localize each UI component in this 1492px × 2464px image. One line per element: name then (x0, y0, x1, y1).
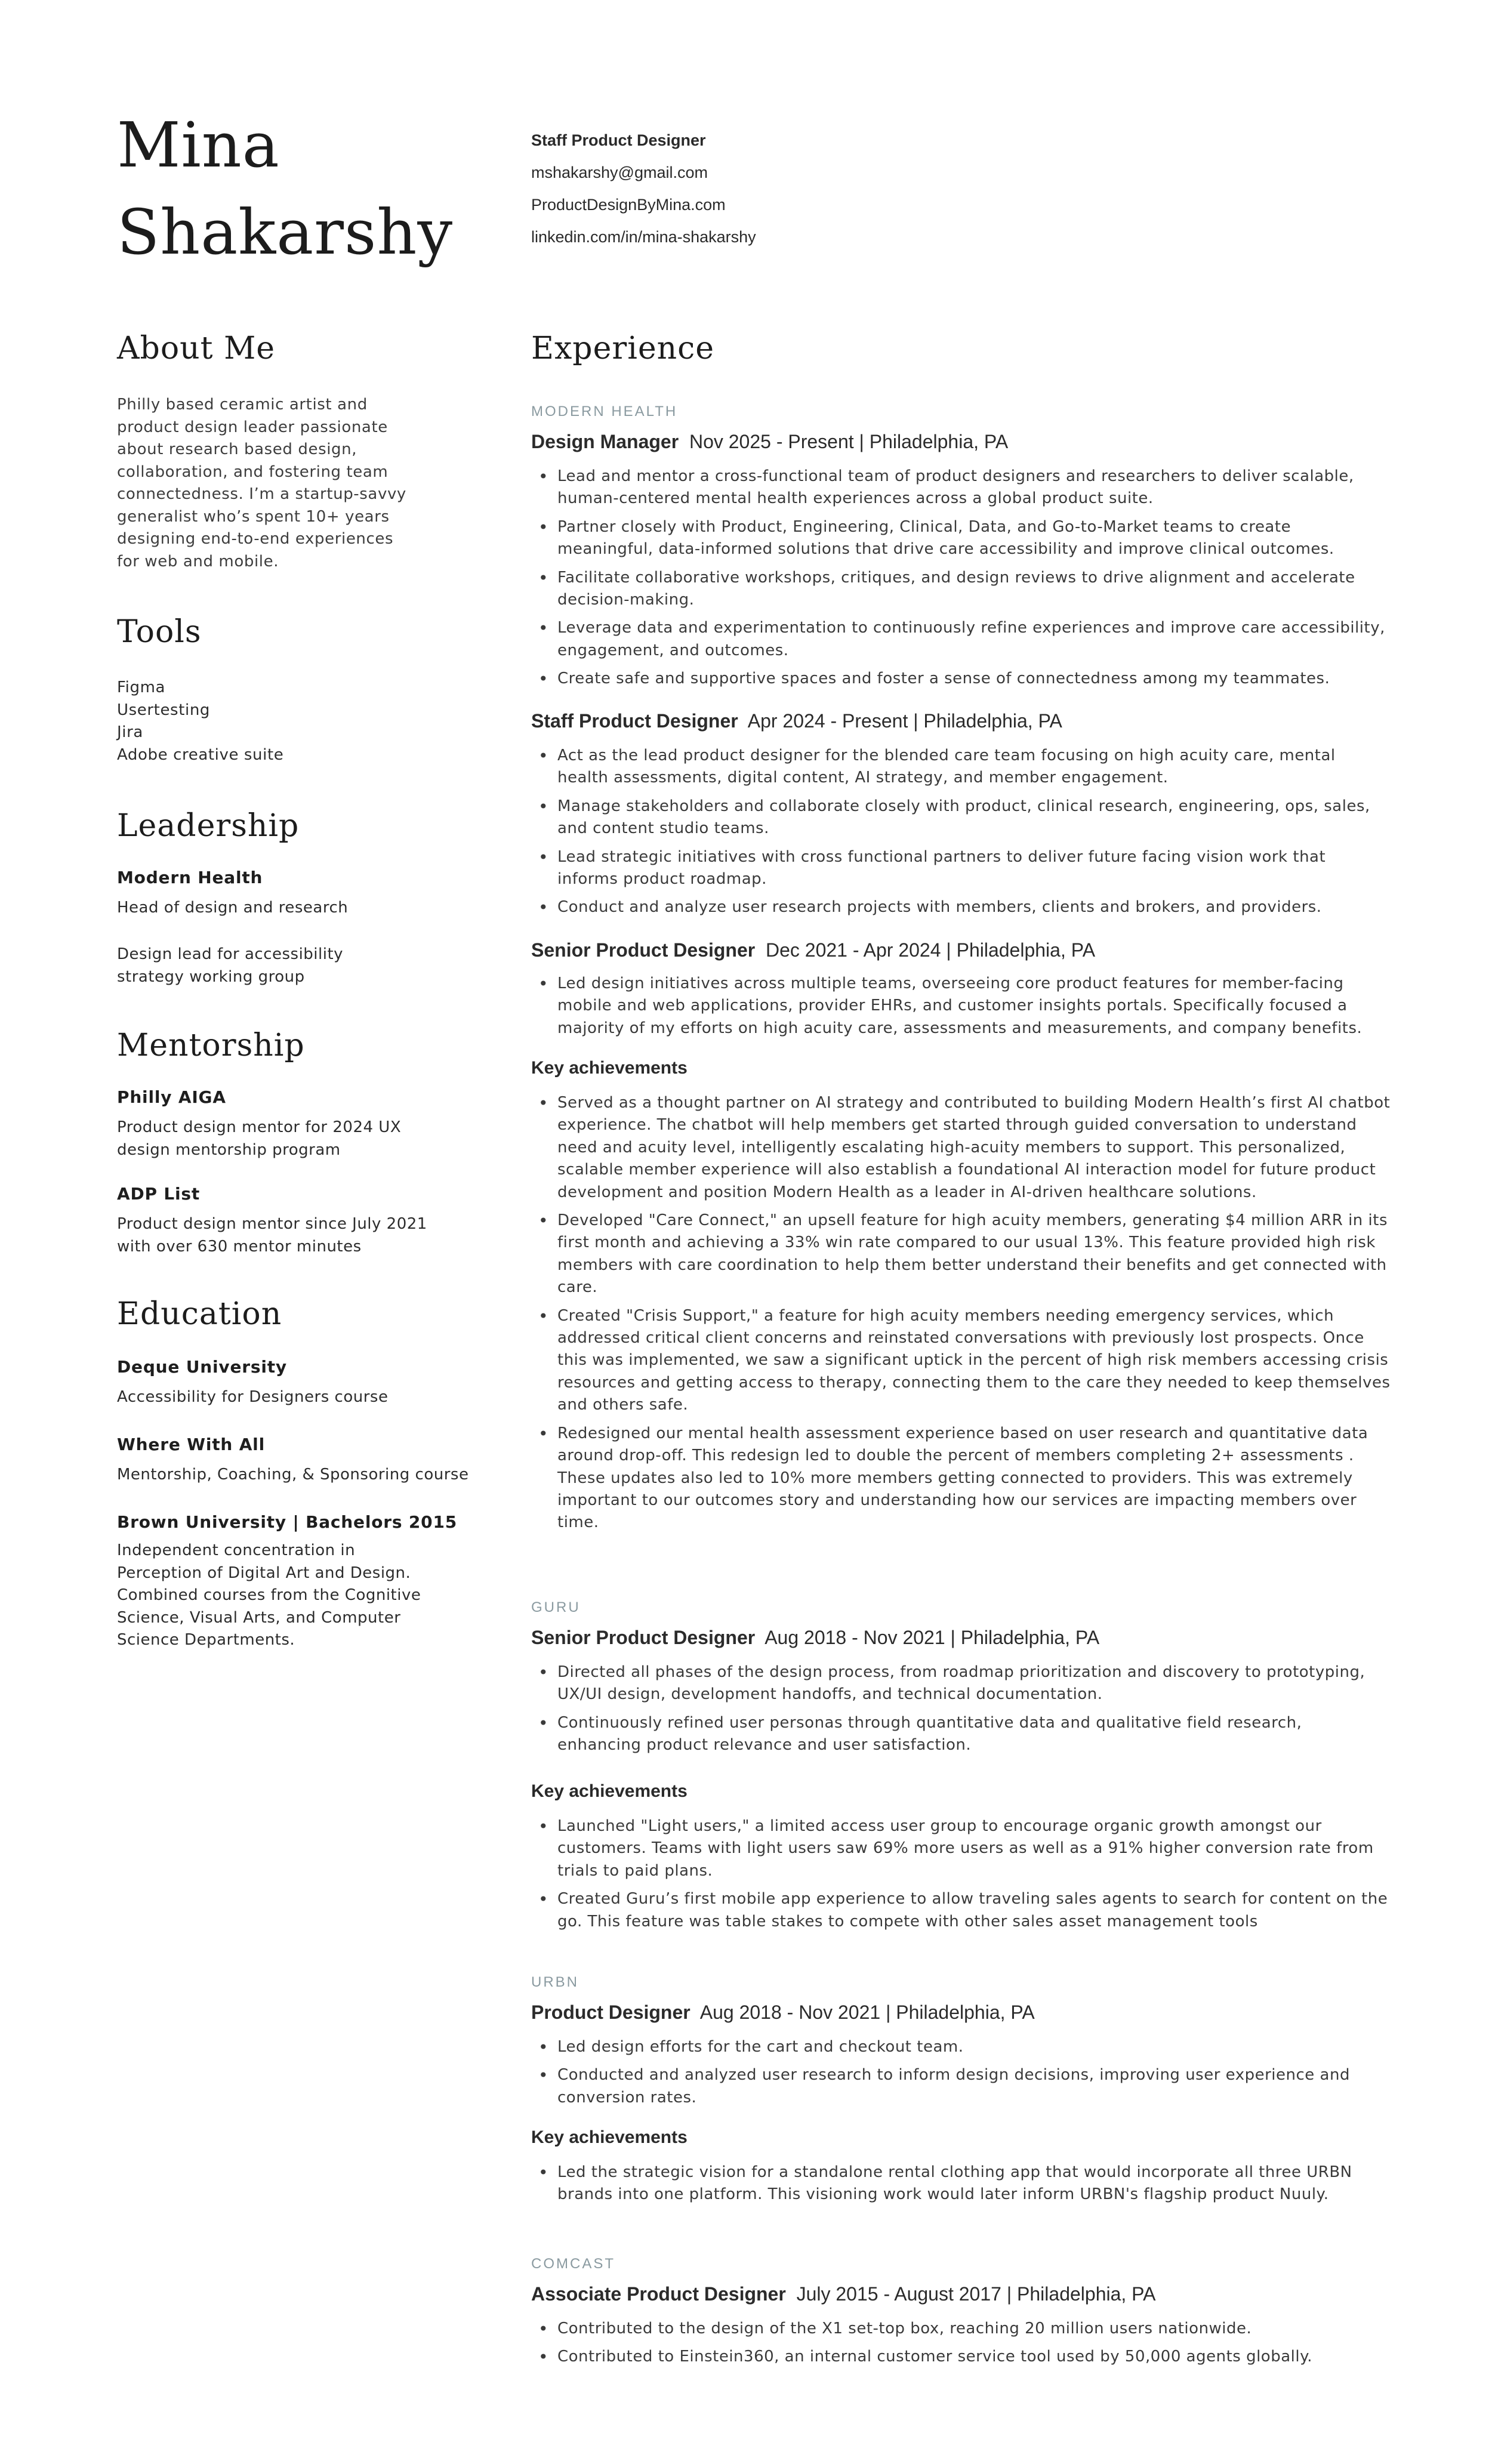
job-header (531, 709, 1062, 733)
school-detail-line: Independent concentration in (117, 1541, 356, 1559)
bullet-item: • Continuously refined user personas through quantitative data and qualitative field research, enhancing product relevance and user satisfaction. (531, 1712, 1391, 1757)
key-achievements-label: Key achievements (531, 1781, 688, 1801)
leadership-org: Modern Health (117, 868, 263, 887)
company-name: MODERN HEALTH (531, 403, 678, 420)
leadership-extra-line: Design lead for accessibility (117, 945, 344, 963)
achievement-item: • Launched "Light users," a limited access user group to encourage organic growth amongst our customers. Teams with light users saw 69% more users as well as a 91% higher conversion rate from trials to paid plans. (531, 1815, 1391, 1882)
bullet-item: • Lead strategic initiatives with cross functional partners to deliver future facing vision work that informs product roadmap. (531, 846, 1391, 891)
job-title: Product Designer (531, 2002, 690, 2023)
website-link[interactable]: ProductDesignByMina.com (531, 196, 726, 214)
achievement-item: • Created Guru’s first mobile app experience to allow traveling sales agents to search for content on the go. This feature was table stakes to compete with other sales asset management tools (531, 1888, 1391, 1933)
about-line: collaboration, and fostering team (117, 462, 389, 481)
experience-title: Experience (531, 331, 714, 366)
job-meta: July 2015 - August 2017 | Philadelphia, PA (796, 2283, 1156, 2305)
mentor-detail-line: Product design mentor for 2024 UX (117, 1118, 402, 1136)
contact-block (531, 130, 756, 259)
name-first: Mina (117, 109, 280, 181)
school-name: Where With All (117, 1435, 265, 1454)
achievement-bullets (531, 2161, 1391, 2212)
bullet-item: • Manage stakeholders and collaborate closely with product, clinical research, engineering, ops, sales, and content studio teams. (531, 795, 1391, 840)
school-detail-line: Combined courses from the Cognitive (117, 1586, 421, 1604)
job-title: Senior Product Designer (531, 939, 756, 961)
job-bullets (531, 2036, 1391, 2115)
about-line: product design leader passionate (117, 418, 388, 436)
mentor-org: ADP List (117, 1184, 201, 1204)
linkedin-link[interactable]: linkedin.com/in/mina-shakarshy (531, 228, 756, 246)
job-header (531, 2282, 1155, 2306)
job-bullets (531, 2318, 1391, 2374)
school-detail (117, 1540, 421, 1652)
job-meta: Apr 2024 - Present | Philadelphia, PA (747, 710, 1062, 732)
company-name: GURU (531, 1599, 581, 1615)
candidate-name (117, 101, 453, 276)
job-meta: Nov 2025 - Present | Philadelphia, PA (689, 431, 1009, 452)
leadership-title: Leadership (117, 808, 300, 844)
school-name: Deque University (117, 1357, 287, 1377)
bullet-item: • Partner closely with Product, Engineering, Clinical, Data, and Go-to-Market teams to create meaningful, data-informed solutions that drive care accessibility and improve clinical outcomes. (531, 516, 1391, 561)
job-title: Associate Product Designer (531, 2283, 786, 2305)
about-line: generalist who’s spent 10+ years (117, 507, 390, 526)
email-link[interactable]: mshakarshy@gmail.com (531, 164, 708, 181)
bullet-item: • Leverage data and experimentation to continuously refine experiences and improve care accessibility, engagement, and outcomes. (531, 617, 1391, 662)
job-header (531, 938, 1095, 962)
job-title: Staff Product Designer (531, 710, 738, 732)
tool-item: Usertesting (117, 701, 210, 719)
bullet-item: • Contributed to the design of the X1 set-top box, reaching 20 million users nationwide. (531, 2318, 1391, 2340)
mentor-detail-line: with over 630 mentor minutes (117, 1238, 362, 1256)
job-meta: Aug 2018 - Nov 2021 | Philadelphia, PA (699, 2002, 1035, 2023)
school-detail-line: Science, Visual Arts, and Computer (117, 1608, 401, 1627)
job-bullets (531, 745, 1391, 925)
bullet-item: • Directed all phases of the design process, from roadmap prioritization and discovery to prototyping, UX/UI design, development handoffs, and technical documentation. (531, 1661, 1391, 1706)
job-title: Senior Product Designer (531, 1627, 756, 1648)
school-name: Brown University | Bachelors 2015 (117, 1512, 458, 1532)
school-detail-line: Perception of Digital Art and Design. (117, 1563, 411, 1582)
mentor-org: Philly AIGA (117, 1087, 226, 1107)
bullet-item: • Led design efforts for the cart and checkout team. (531, 2036, 1391, 2058)
about-text (117, 394, 406, 573)
tool-item: Adobe creative suite (117, 745, 284, 764)
bullet-item: • Conduct and analyze user research projects with members, clients and brokers, and providers. (531, 896, 1391, 918)
leadership-role: Head of design and research (117, 899, 349, 917)
mentor-detail (117, 1116, 401, 1161)
about-line: about research based design, (117, 440, 357, 458)
company-name: URBN (531, 1974, 579, 1990)
job-role: Staff Product Designer (531, 131, 706, 149)
achievement-item: • Developed "Care Connect," an upsell feature for high acuity members, generating $4 million ARR in its first month and achieving a 33% win rate compared to our usual 13%. This feature provided high risk members with care coordination to help them better understand their benefits and get connected with care. (531, 1210, 1391, 1299)
achievement-item: • Created "Crisis Support," a feature for high acuity members needing emergency services, which addressed critical client concerns and reinstated conversations with previously lost prospects. Once this was implemented, we saw a significant uptick in the percent of high risk members accessing crisis resources and getting access to therapy, connecting them to the care they needed to keep themselves and others safe. (531, 1305, 1391, 1417)
school-detail-line: Science Departments. (117, 1631, 295, 1649)
school-detail: Mentorship, Coaching, & Sponsoring course (117, 1466, 469, 1484)
key-achievements-label: Key achievements (531, 1058, 688, 1078)
job-bullets (531, 465, 1391, 696)
bullet-item: • Led design initiatives across multiple teams, overseeing core product features for member-facing mobile and web applications, provider EHRs, and customer insights portals. Specifically focused a majority of my efforts on high acuity care, assessments and measurements, and company benefits. (531, 973, 1391, 1040)
job-bullets (531, 973, 1391, 1046)
bullet-item: • Act as the lead product designer for the blended care team focusing on high acuity care, mental health assessments, digital content, AI strategy, and member engagement. (531, 745, 1391, 790)
achievement-bullets (531, 1092, 1391, 1540)
job-header (531, 430, 1008, 454)
job-header (531, 1626, 1099, 1649)
tool-item: Figma (117, 679, 166, 696)
bullet-item: • Conducted and analyzed user research to inform design decisions, improving user experience and conversion rates. (531, 2064, 1391, 2109)
about-line: Philly based ceramic artist and (117, 396, 368, 414)
tools-list (117, 677, 283, 766)
achievement-item: • Redesigned our mental health assessment experience based on user research and quantitative data around drop-off. This redesign led to double the percent of members completing 2+ assessments . These updates also led to 10% more members getting connected to providers. This was extremely important to our outcomes story and understanding how our services are impacting members over time. (531, 1423, 1391, 1534)
mentor-detail-line: design mentorship program (117, 1141, 341, 1159)
school-detail: Accessibility for Designers course (117, 1388, 389, 1406)
job-header (531, 2000, 1035, 2024)
about-line: designing end-to-end experiences (117, 530, 394, 548)
job-bullets (531, 1661, 1391, 1763)
education-title: Education (117, 1296, 282, 1332)
about-line: connectedness. I’m a startup-savvy (117, 485, 406, 503)
job-title: Design Manager (531, 431, 679, 452)
leadership-extra-line: strategy working group (117, 968, 305, 986)
company-name: COMCAST (531, 2256, 615, 2272)
bullet-item: • Facilitate collaborative workshops, critiques, and design reviews to drive alignment and accelerate decision-making. (531, 567, 1391, 612)
mentor-detail-line: Product design mentor since July 2021 (117, 1215, 427, 1233)
bullet-item: • Lead and mentor a cross-functional team of product designers and researchers to deliver scalable, human-centered mental health experiences across a global product suite. (531, 465, 1391, 510)
about-title: About Me (117, 331, 276, 366)
tool-item: Jira (117, 723, 143, 741)
achievement-bullets (531, 1815, 1391, 1939)
job-meta: Dec 2021 - Apr 2024 | Philadelphia, PA (765, 939, 1096, 961)
mentor-detail (117, 1213, 427, 1258)
tools-title: Tools (117, 614, 202, 650)
mentorship-title: Mentorship (117, 1028, 305, 1063)
bullet-item: • Contributed to Einstein360, an internal customer service tool used by 50,000 agents globally. (531, 2346, 1391, 2368)
key-achievements-label: Key achievements (531, 2127, 688, 2147)
name-last: Shakarshy (117, 196, 454, 269)
achievement-item: • Served as a thought partner on AI strategy and contributed to building Modern Health’s first AI chatbot experience. The chatbot will help members get started through guided conversation to understand need and acuity level, intelligently escalating high-acuity members to support. This personalized, scalable member experience will also establish a foundational AI interaction model for future product development and position Modern Health as a leader in AI-driven healthcare solutions. (531, 1092, 1391, 1204)
achievement-item: • Led the strategic vision for a standalone rental clothing app that would incorporate all three URBN brands into one platform. This visioning work would later inform URBN's flagship product Nuuly. (531, 2161, 1391, 2206)
job-meta: Aug 2018 - Nov 2021 | Philadelphia, PA (765, 1627, 1100, 1648)
about-line: for web and mobile. (117, 552, 279, 570)
bullet-item: • Create safe and supportive spaces and foster a sense of connectedness among my teammates. (531, 668, 1391, 690)
leadership-extra (117, 943, 343, 988)
